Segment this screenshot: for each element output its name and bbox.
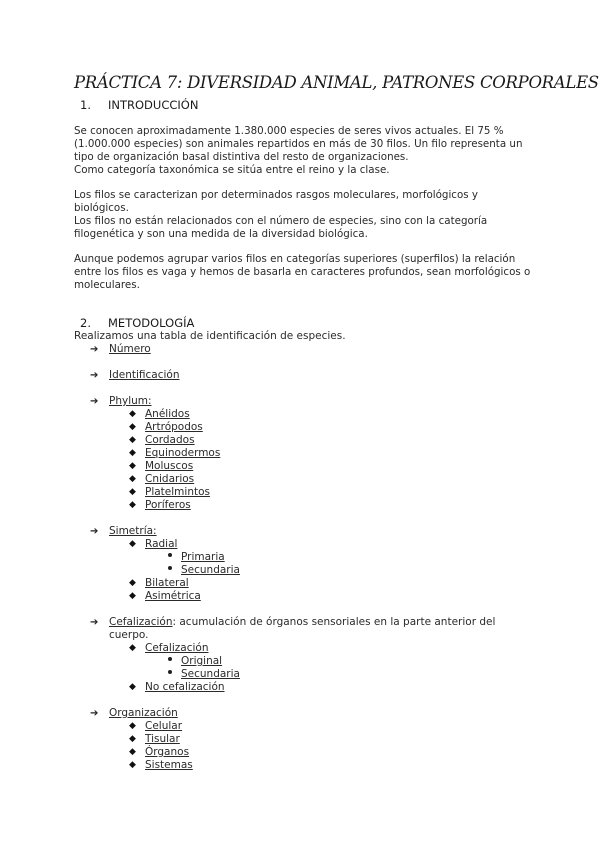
arrow-icon: ➔ xyxy=(90,370,99,381)
diamond-bullet-icon: ◆ xyxy=(129,591,136,601)
outline-item-identificacion: Identificación xyxy=(109,369,180,381)
outline-item-organizacion: Organización xyxy=(109,707,178,719)
cefalizacion-sub-item: Secundaria xyxy=(181,668,240,680)
outline-item-numero: Número xyxy=(109,343,151,355)
cefalizacion-definition: : acumulación de órganos sensoriales en la parte anterior del xyxy=(172,616,496,628)
method-intro: Realizamos una tabla de identificación de especies. xyxy=(74,330,346,342)
diamond-bullet-icon: ◆ xyxy=(129,734,136,744)
diamond-bullet-icon: ◆ xyxy=(129,760,136,770)
diamond-bullet-icon: ◆ xyxy=(129,474,136,484)
simetria-bilateral: Bilateral xyxy=(145,577,189,589)
diamond-bullet-icon: ◆ xyxy=(129,500,136,510)
section-label: METODOLOGÍA xyxy=(108,316,195,330)
radial-sub-item: Secundaria xyxy=(181,564,240,576)
organizacion-item: Tisular xyxy=(145,733,180,745)
phylum-item: Artrópodos xyxy=(145,421,203,433)
outline-item-phylum: Phylum: xyxy=(109,395,152,407)
diamond-bullet-icon: ◆ xyxy=(129,487,136,497)
organizacion-item: Órganos xyxy=(145,746,190,758)
intro-paragraph-3 xyxy=(74,253,534,292)
outline-item-cefalizacion xyxy=(109,616,495,629)
cefalizacion-label: Cefalización xyxy=(109,616,173,628)
no-cefalizacion: No cefalización xyxy=(145,681,225,693)
outline-item-simetria: Simetría: xyxy=(109,525,157,537)
diamond-bullet-icon: ◆ xyxy=(129,409,136,419)
arrow-icon: ➔ xyxy=(90,617,99,628)
diamond-bullet-icon: ◆ xyxy=(129,448,136,458)
diamond-bullet-icon: ◆ xyxy=(129,422,136,432)
arrow-icon: ➔ xyxy=(90,526,99,537)
phylum-item: Anélidos xyxy=(145,408,190,420)
cefalizacion-definition-cont: cuerpo. xyxy=(109,629,149,641)
intro-text-5: Aunque podemos agrupar varios filos en categorías superiores (superfilos) la relación entre los filos es vaga y hemos de basarla en caracteres profundos, sean morfológicos o moleculares. xyxy=(74,253,531,291)
phylum-item: Equinodermos xyxy=(145,447,221,459)
section-heading-metodologia xyxy=(80,316,194,330)
dot-bullet-icon xyxy=(168,657,172,661)
diamond-bullet-icon: ◆ xyxy=(129,539,136,549)
intro-text-1: Se conocen aproximadamente 1.380.000 especies de seres vivos actuales. El 75 % (1.000.000 especies) son animales repartidos en más de 30 filos. Un filo representa un tipo de organización basal distintiva del resto de organizaciones. xyxy=(74,125,523,163)
page-title: PRÁCTICA 7: DIVERSIDAD ANIMAL, PATRONES CORPORALES xyxy=(74,73,599,92)
phylum-item: Moluscos xyxy=(145,460,194,472)
arrow-icon: ➔ xyxy=(90,344,99,355)
organizacion-item: Sistemas xyxy=(145,759,193,771)
section-label: INTRODUCCIÓN xyxy=(108,98,199,112)
section-number: 1. xyxy=(80,98,91,112)
radial-sub-item: Primaria xyxy=(181,551,225,563)
arrow-icon: ➔ xyxy=(90,708,99,719)
organizacion-item: Celular xyxy=(145,720,183,732)
cefalizacion-sub-item: Original xyxy=(181,655,223,667)
diamond-bullet-icon: ◆ xyxy=(129,461,136,471)
simetria-radial: Radial xyxy=(145,538,178,550)
intro-paragraph-2 xyxy=(74,189,534,241)
dot-bullet-icon xyxy=(168,566,172,570)
phylum-item: Poríferos xyxy=(145,499,191,511)
section-number: 2. xyxy=(80,316,91,330)
cefalizacion-sub: Cefalización xyxy=(145,642,209,654)
intro-paragraph-1 xyxy=(74,125,534,177)
diamond-bullet-icon: ◆ xyxy=(129,682,136,692)
phylum-item: Cordados xyxy=(145,434,195,446)
diamond-bullet-icon: ◆ xyxy=(129,435,136,445)
intro-text-3: Los filos se caracterizan por determinados rasgos moleculares, morfológicos y biológicos. xyxy=(74,189,479,214)
diamond-bullet-icon: ◆ xyxy=(129,721,136,731)
arrow-icon: ➔ xyxy=(90,396,99,407)
diamond-bullet-icon: ◆ xyxy=(129,747,136,757)
intro-text-2: Como categoría taxonómica se sitúa entre el reino y la clase. xyxy=(74,164,390,176)
simetria-asimetrica: Asimétrica xyxy=(145,590,201,602)
intro-text-4: Los filos no están relacionados con el número de especies, sino con la categoría filogenética y son una medida de la diversidad biológica. xyxy=(74,215,488,240)
dot-bullet-icon xyxy=(168,670,172,674)
diamond-bullet-icon: ◆ xyxy=(129,643,136,653)
diamond-bullet-icon: ◆ xyxy=(129,578,136,588)
dot-bullet-icon xyxy=(168,553,172,557)
phylum-item: Platelmintos xyxy=(145,486,210,498)
section-heading-introduccion xyxy=(80,98,198,112)
phylum-item: Cnidarios xyxy=(145,473,195,485)
